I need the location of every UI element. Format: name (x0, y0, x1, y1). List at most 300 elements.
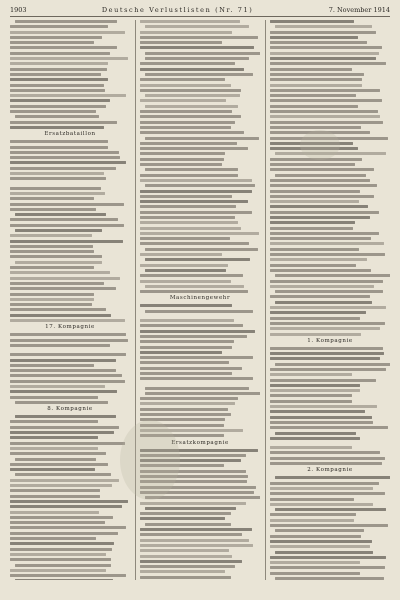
text-line (275, 290, 383, 293)
text-line (10, 25, 108, 28)
text-line (10, 353, 126, 356)
text-line (145, 269, 227, 272)
text-line (270, 540, 372, 543)
text-line (140, 274, 243, 277)
text-line (270, 545, 370, 548)
text-line (15, 458, 97, 461)
text-line (270, 253, 385, 256)
text-line (270, 84, 362, 87)
text-line (270, 311, 366, 314)
text-line (10, 277, 120, 280)
text-line (10, 484, 112, 487)
text-line (140, 237, 230, 240)
text-line (140, 36, 258, 39)
text-line (10, 282, 104, 285)
text-line (270, 41, 367, 44)
text-line (270, 184, 377, 187)
text-line (140, 110, 232, 113)
text-line (270, 105, 358, 108)
text-line (140, 565, 235, 568)
text-line (140, 232, 259, 235)
text-line (270, 524, 388, 527)
text-line (10, 293, 94, 296)
text-line (140, 31, 232, 34)
text-line (140, 221, 238, 224)
text-line (270, 566, 385, 569)
text-line (270, 513, 356, 516)
text-line (10, 234, 92, 237)
text-line (145, 52, 260, 55)
text-line (10, 319, 125, 322)
text-line (10, 436, 98, 439)
text-line (140, 62, 235, 65)
text-line (140, 356, 253, 359)
text-line (10, 431, 114, 434)
page-number: 1903 (10, 6, 27, 14)
text-line (10, 41, 94, 44)
text-line (270, 20, 354, 23)
text-line (140, 78, 225, 81)
text-line (10, 78, 108, 81)
text-line (275, 508, 387, 511)
text-line (275, 432, 357, 435)
text-line (140, 539, 249, 542)
text-line (270, 394, 352, 397)
page-header (10, 6, 390, 17)
text-line (10, 537, 96, 540)
text-line (270, 462, 382, 465)
text-line (10, 314, 111, 317)
text-line (145, 94, 240, 97)
text-line (140, 46, 254, 49)
text-line (10, 479, 119, 482)
text-line (270, 163, 355, 166)
publication-title (102, 6, 254, 14)
text-line (270, 535, 361, 538)
text-line (10, 521, 105, 524)
text-line (270, 195, 374, 198)
text-line (140, 152, 225, 155)
text-line (270, 561, 360, 564)
text-line (140, 408, 228, 411)
text-line (140, 533, 242, 536)
text-line (270, 258, 367, 261)
section-heading: Ersatzkompagnie (171, 439, 229, 446)
text-line (10, 420, 98, 423)
text-line (270, 68, 352, 71)
text-line (10, 218, 118, 221)
text-line (140, 549, 229, 552)
text-line (10, 308, 106, 311)
text-line (15, 229, 103, 232)
text-line (10, 197, 94, 200)
text-line (10, 52, 110, 55)
text-line (140, 351, 222, 354)
text-line (15, 213, 106, 216)
text-line (10, 511, 99, 514)
text-line (270, 126, 361, 129)
text-line (140, 195, 232, 198)
text-line (270, 248, 359, 251)
text-line (270, 227, 353, 230)
text-line (15, 415, 116, 418)
text-line (10, 396, 98, 399)
text-line (140, 512, 231, 515)
text-line (140, 242, 249, 245)
text-columns (10, 20, 390, 580)
column-1 (10, 20, 130, 580)
text-line (10, 151, 119, 154)
text-line (10, 532, 118, 535)
text-line (10, 303, 92, 306)
text-line (270, 62, 386, 65)
text-line (270, 416, 372, 419)
text-line (10, 287, 116, 290)
text-line (140, 346, 232, 349)
text-line (275, 301, 372, 304)
text-line (270, 306, 386, 309)
section-heading: Ersatzbataillon (44, 131, 96, 138)
text-line (140, 335, 247, 338)
text-line (10, 89, 105, 92)
text-line (140, 216, 235, 219)
text-line (270, 410, 365, 413)
text-line (270, 232, 379, 235)
text-line (270, 405, 377, 408)
text-line (270, 200, 359, 203)
text-line (10, 266, 94, 269)
text-line (140, 179, 252, 182)
text-line (10, 172, 104, 175)
text-line (270, 357, 380, 360)
text-line (140, 413, 231, 416)
text-line (270, 519, 354, 522)
text-line (140, 147, 248, 150)
section-heading: 8. Kompagnie (47, 406, 93, 413)
text-line (270, 457, 385, 460)
text-line (145, 105, 239, 108)
text-line (10, 84, 104, 87)
text-line (270, 426, 388, 429)
text-line (140, 20, 240, 23)
text-line (140, 402, 235, 405)
text-line (15, 20, 117, 23)
text-line (145, 387, 249, 390)
text-line (270, 492, 385, 495)
text-line (140, 544, 253, 547)
text-line (275, 274, 390, 277)
text-line (140, 211, 252, 214)
text-line (270, 99, 382, 102)
text-line (10, 105, 106, 108)
text-line (10, 452, 106, 455)
text-line (275, 174, 366, 177)
text-line (10, 569, 106, 572)
text-line (10, 146, 108, 149)
text-line (145, 137, 259, 140)
text-line (270, 52, 379, 55)
text-line (145, 285, 245, 288)
text-line (270, 264, 356, 267)
text-line (140, 99, 226, 102)
text-line (275, 577, 384, 580)
text-line (10, 516, 113, 519)
text-line (270, 280, 383, 283)
text-line (15, 579, 113, 580)
text-line (140, 142, 237, 145)
text-line (140, 304, 232, 307)
text-line (145, 523, 231, 526)
text-line (270, 379, 376, 382)
text-line (10, 374, 122, 377)
text-line (140, 158, 224, 161)
text-line (270, 451, 380, 454)
text-line (10, 339, 128, 342)
column-3-lines (270, 20, 390, 580)
text-line (275, 363, 390, 366)
text-line (10, 495, 100, 498)
text-line (270, 347, 383, 350)
text-line (270, 572, 360, 575)
text-line (140, 89, 241, 92)
text-line (270, 89, 380, 92)
text-line (270, 322, 385, 325)
text-line (270, 446, 352, 449)
text-line (270, 179, 370, 182)
section-heading: 2. Kompagnie (307, 467, 353, 474)
text-line (270, 242, 384, 245)
text-line (10, 126, 104, 129)
text-line (10, 208, 96, 211)
text-line (10, 62, 108, 65)
text-line (140, 115, 241, 118)
text-line (145, 168, 239, 171)
paper-stain (120, 420, 180, 500)
text-line (10, 156, 120, 159)
text-line (270, 368, 386, 371)
text-line (140, 560, 242, 563)
text-line (10, 140, 108, 143)
text-line (270, 373, 352, 376)
text-line (140, 121, 235, 124)
text-line (10, 187, 101, 190)
text-line (10, 500, 128, 503)
text-line (270, 503, 373, 506)
text-line (140, 163, 222, 166)
text-line (145, 258, 251, 261)
text-line (10, 36, 102, 39)
text-line (10, 121, 117, 124)
text-line (10, 505, 122, 508)
section-gap (140, 383, 260, 387)
text-line (10, 344, 110, 347)
text-line (275, 529, 364, 532)
text-line (270, 73, 364, 76)
text-line (140, 84, 231, 87)
text-line (10, 224, 124, 227)
text-line (270, 498, 354, 501)
publication-title-text: Deutsche Verlustlisten (101, 6, 212, 14)
text-line (270, 487, 373, 490)
text-line (270, 57, 376, 60)
text-line (140, 190, 252, 193)
text-line (275, 551, 373, 554)
text-line (270, 317, 360, 320)
text-line (15, 473, 111, 476)
text-line (145, 248, 258, 251)
text-line (15, 261, 103, 264)
text-line (270, 421, 373, 424)
text-line (270, 400, 352, 403)
text-line (140, 41, 222, 44)
text-line (10, 298, 94, 301)
text-line (10, 110, 96, 113)
text-line (145, 184, 255, 187)
section-heading: 1. Kompagnie (307, 337, 353, 344)
text-line (270, 190, 360, 193)
text-line (10, 245, 93, 248)
text-line (270, 269, 371, 272)
text-line (10, 558, 111, 561)
text-line (145, 507, 236, 510)
text-line (140, 361, 229, 364)
text-line (140, 280, 231, 283)
text-line (270, 205, 368, 208)
text-line (15, 115, 99, 118)
text-line (10, 250, 94, 253)
text-line (140, 340, 234, 343)
paper-stain (300, 130, 340, 160)
text-line (140, 502, 246, 505)
text-line (275, 476, 390, 479)
text-line (270, 437, 360, 440)
text-line (10, 203, 124, 206)
text-line (140, 319, 234, 322)
text-line (140, 324, 243, 327)
text-line (270, 115, 380, 118)
text-line (270, 333, 361, 336)
text-line (145, 310, 253, 313)
text-line (140, 576, 231, 579)
text-line (10, 68, 107, 71)
text-line (275, 25, 372, 28)
text-line (270, 482, 379, 485)
text-line (270, 295, 370, 298)
text-line (270, 110, 378, 113)
text-line (15, 401, 109, 404)
text-line (10, 574, 126, 577)
text-line (10, 442, 125, 445)
text-line (140, 290, 248, 293)
text-line (10, 161, 126, 164)
text-line (270, 216, 370, 219)
text-line (140, 131, 244, 134)
text-line (10, 489, 100, 492)
text-line (270, 352, 384, 355)
text-line (145, 25, 249, 28)
text-line (270, 221, 355, 224)
text-line (10, 463, 108, 466)
text-line (140, 205, 236, 208)
text-line (140, 555, 232, 558)
text-line (10, 526, 126, 529)
text-line (140, 528, 252, 531)
text-line (270, 168, 374, 171)
section-heading: 17. Kompagnie (45, 324, 95, 331)
text-line (10, 548, 112, 551)
issue-number: (Nr. 71) (215, 6, 254, 14)
text-line (10, 553, 106, 556)
text-line (270, 556, 386, 559)
text-line (140, 126, 231, 129)
text-line (10, 385, 105, 388)
section-heading: Maschinengewehr (169, 295, 231, 302)
text-line (270, 36, 358, 39)
text-line (10, 240, 123, 243)
text-line (270, 31, 376, 34)
text-line (10, 57, 128, 60)
text-line (140, 397, 238, 400)
text-line (10, 542, 114, 545)
text-line (140, 367, 242, 370)
text-line (10, 94, 126, 97)
text-line (140, 377, 253, 380)
text-line (145, 392, 260, 395)
text-line (140, 68, 244, 71)
text-line (140, 570, 225, 573)
text-line (270, 46, 382, 49)
text-line (270, 237, 371, 240)
text-line (10, 468, 95, 471)
text-line (10, 447, 98, 450)
text-line (140, 372, 232, 375)
text-line (140, 200, 248, 203)
text-line (10, 390, 117, 393)
text-line (270, 211, 379, 214)
text-line (10, 192, 105, 195)
text-line (140, 227, 241, 230)
text-line (270, 384, 360, 387)
publication-date: 7. November 1914 (328, 6, 390, 14)
text-line (10, 31, 125, 34)
text-line (140, 253, 222, 256)
text-line (10, 364, 94, 367)
text-line (10, 380, 125, 383)
text-line (10, 167, 116, 170)
text-line (270, 121, 383, 124)
text-line (145, 496, 260, 499)
text-line (10, 426, 119, 429)
column-1-lines (10, 20, 130, 580)
text-line (270, 285, 374, 288)
text-line (10, 177, 106, 180)
text-line (145, 57, 249, 60)
text-line (270, 94, 356, 97)
text-line (10, 255, 102, 258)
text-line (10, 46, 117, 49)
text-line (10, 73, 101, 76)
text-line (140, 264, 228, 267)
text-line (270, 78, 362, 81)
text-line (10, 99, 110, 102)
text-line (10, 359, 116, 362)
text-line (15, 564, 111, 567)
text-line (140, 517, 225, 520)
text-line (270, 327, 380, 330)
text-line (270, 389, 360, 392)
text-line (140, 174, 238, 177)
text-line (145, 73, 253, 76)
